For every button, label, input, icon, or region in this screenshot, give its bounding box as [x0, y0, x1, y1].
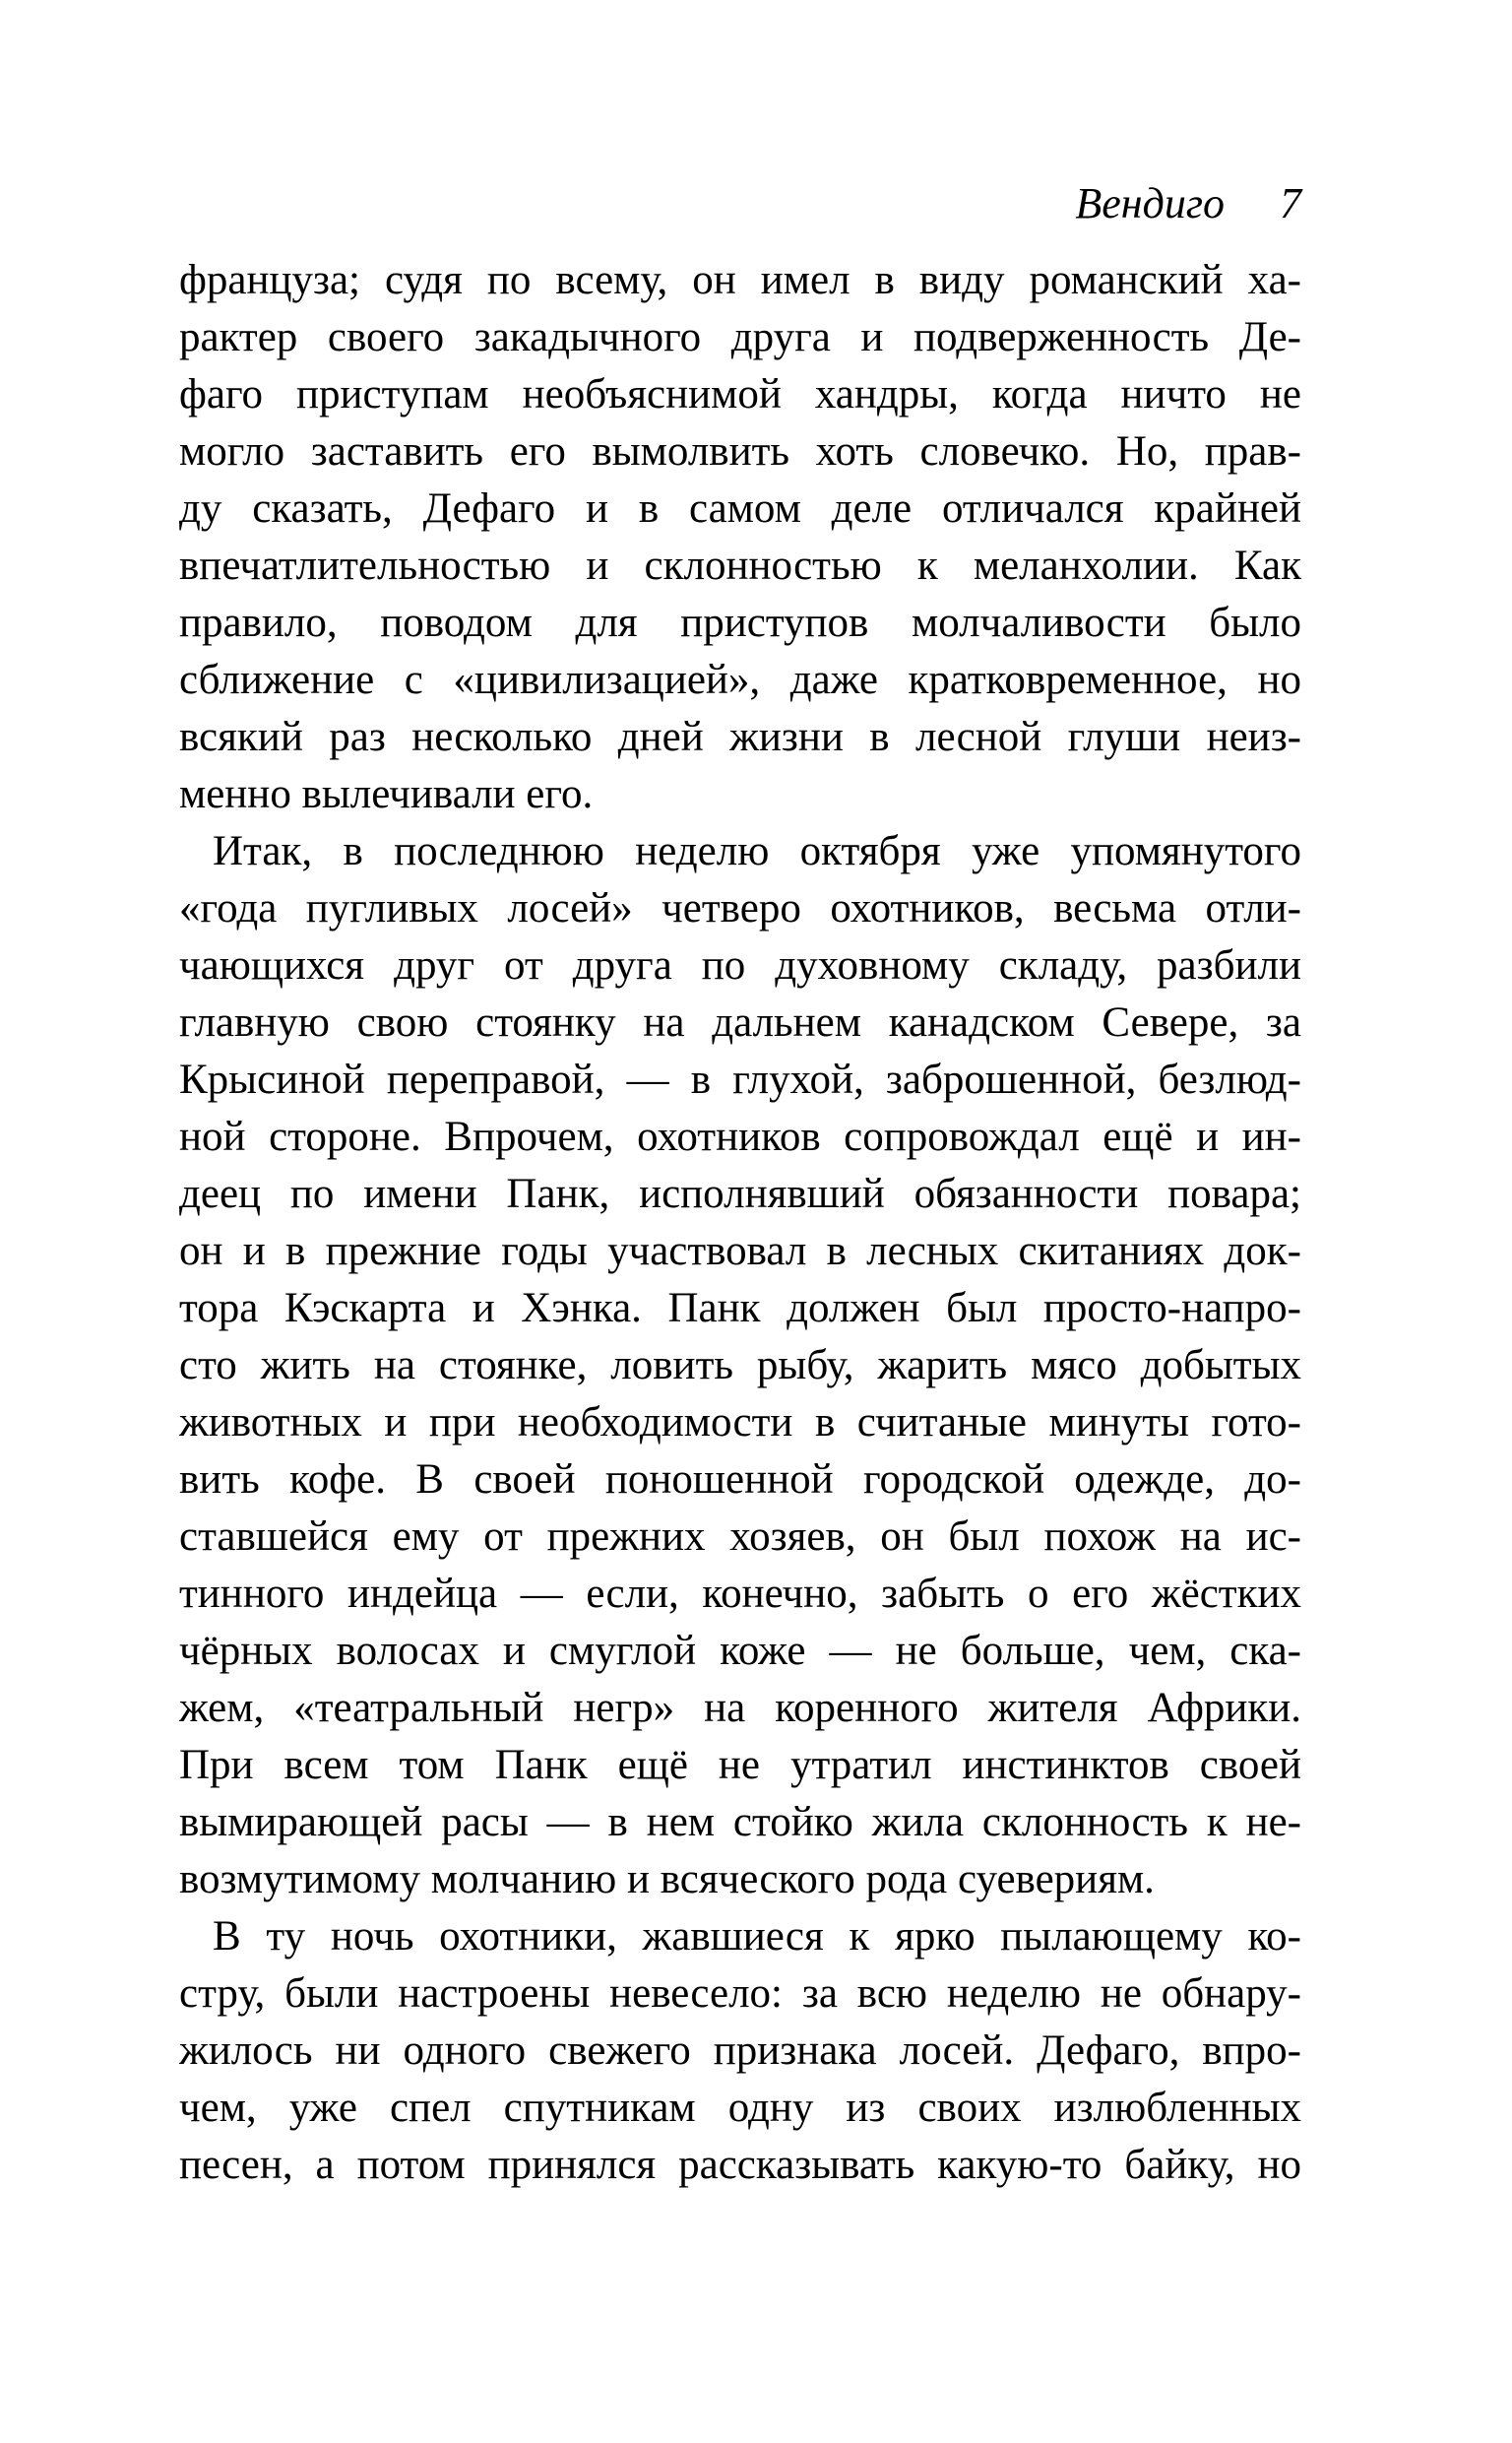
text-line: главную свою стоянку на дальнем канадском Севере, за [179, 999, 1301, 1046]
text-line: менно вылечивали его. [179, 771, 594, 817]
text-line: В ту ночь охотники, жавшиеся к ярко пылающему ко- [213, 1913, 1301, 1960]
text-line: тора Кэскарта и Хэнка. Панк должен был просто-напро- [179, 1285, 1301, 1331]
page-text [179, 252, 1301, 2194]
text-line: сближение с «цивилизацией», даже кратковременное, но [179, 657, 1301, 703]
text-line: француза; судя по всему, он имел в виду романский ха- [179, 257, 1301, 303]
text-line: фаго приступам необъяснимой хандры, когда ничто не [179, 371, 1301, 418]
text-line: жилось ни одного свежего признака лосей. Дефаго, впро- [179, 2027, 1301, 2074]
text-line: тинного индейца — если, конечно, забыть о его жёстких [179, 1571, 1301, 1617]
text-line: вить кофе. В своей поношенной городской одежде, до- [179, 1456, 1301, 1503]
text-line: ду сказать, Дефаго и в самом деле отличался крайней [179, 485, 1301, 532]
text-line: правило, поводом для приступов молчаливости было [179, 600, 1301, 646]
text-line: чем, уже спел спутникам одну из своих излюбленных [179, 2085, 1301, 2131]
text-line: чающихся друг от друга по духовному складу, разбили [179, 942, 1301, 989]
text-line: всякий раз несколько дней жизни в лесной глуши неиз- [179, 714, 1301, 760]
text-line: возмутимому молчанию и всяческого рода суевериям. [179, 1856, 1155, 1902]
chapter-title: Вендиго [1075, 179, 1225, 227]
running-head [179, 179, 1301, 228]
text-line: вымирающей расы — в нем стойко жила склонность к не- [179, 1799, 1301, 1845]
text-line: чёрных волосах и смуглой коже — не больше, чем, ска- [179, 1628, 1301, 1674]
text-line: могло заставить его вымолвить хоть словечко. Но, прав- [179, 428, 1301, 475]
text-line: впечатлительностью и склонностью к меланхолии. Как [179, 543, 1301, 589]
text-line: жем, «театральный негр» на коренного жителя Африки. [179, 1685, 1301, 1731]
text-line: деец по имени Панк, исполнявший обязанности повара; [179, 1171, 1301, 1217]
text-line: он и в прежние годы участвовал в лесных скитаниях док- [179, 1228, 1301, 1274]
text-line: Итак, в последнюю неделю октября уже упомянутого [213, 828, 1301, 874]
text-line: стру, были настроены невесело: за всю неделю не обнару- [179, 1970, 1301, 2017]
page-number: 7 [1280, 179, 1301, 227]
text-line: «года пугливых лосей» четверо охотников, весьма отли- [179, 885, 1301, 932]
text-line: Крысиной переправой, — в глухой, заброшенной, безлюд- [179, 1057, 1301, 1103]
text-line: животных и при необходимости в считаные минуты гото- [179, 1399, 1301, 1446]
text-line: ставшейся ему от прежних хозяев, он был похож на ис- [179, 1513, 1301, 1560]
text-line: рактер своего закадычного друга и подверженность Де- [179, 314, 1301, 360]
text-line: При всем том Панк ещё не утратил инстинктов своей [179, 1742, 1301, 1788]
text-line: песен, а потом принялся рассказывать какую-то байку, но [179, 2142, 1301, 2188]
text-line: сто жить на стоянке, ловить рыбу, жарить мясо добытых [179, 1342, 1301, 1388]
text-line: ной стороне. Впрочем, охотников сопровождал ещё и ин- [179, 1114, 1301, 1160]
